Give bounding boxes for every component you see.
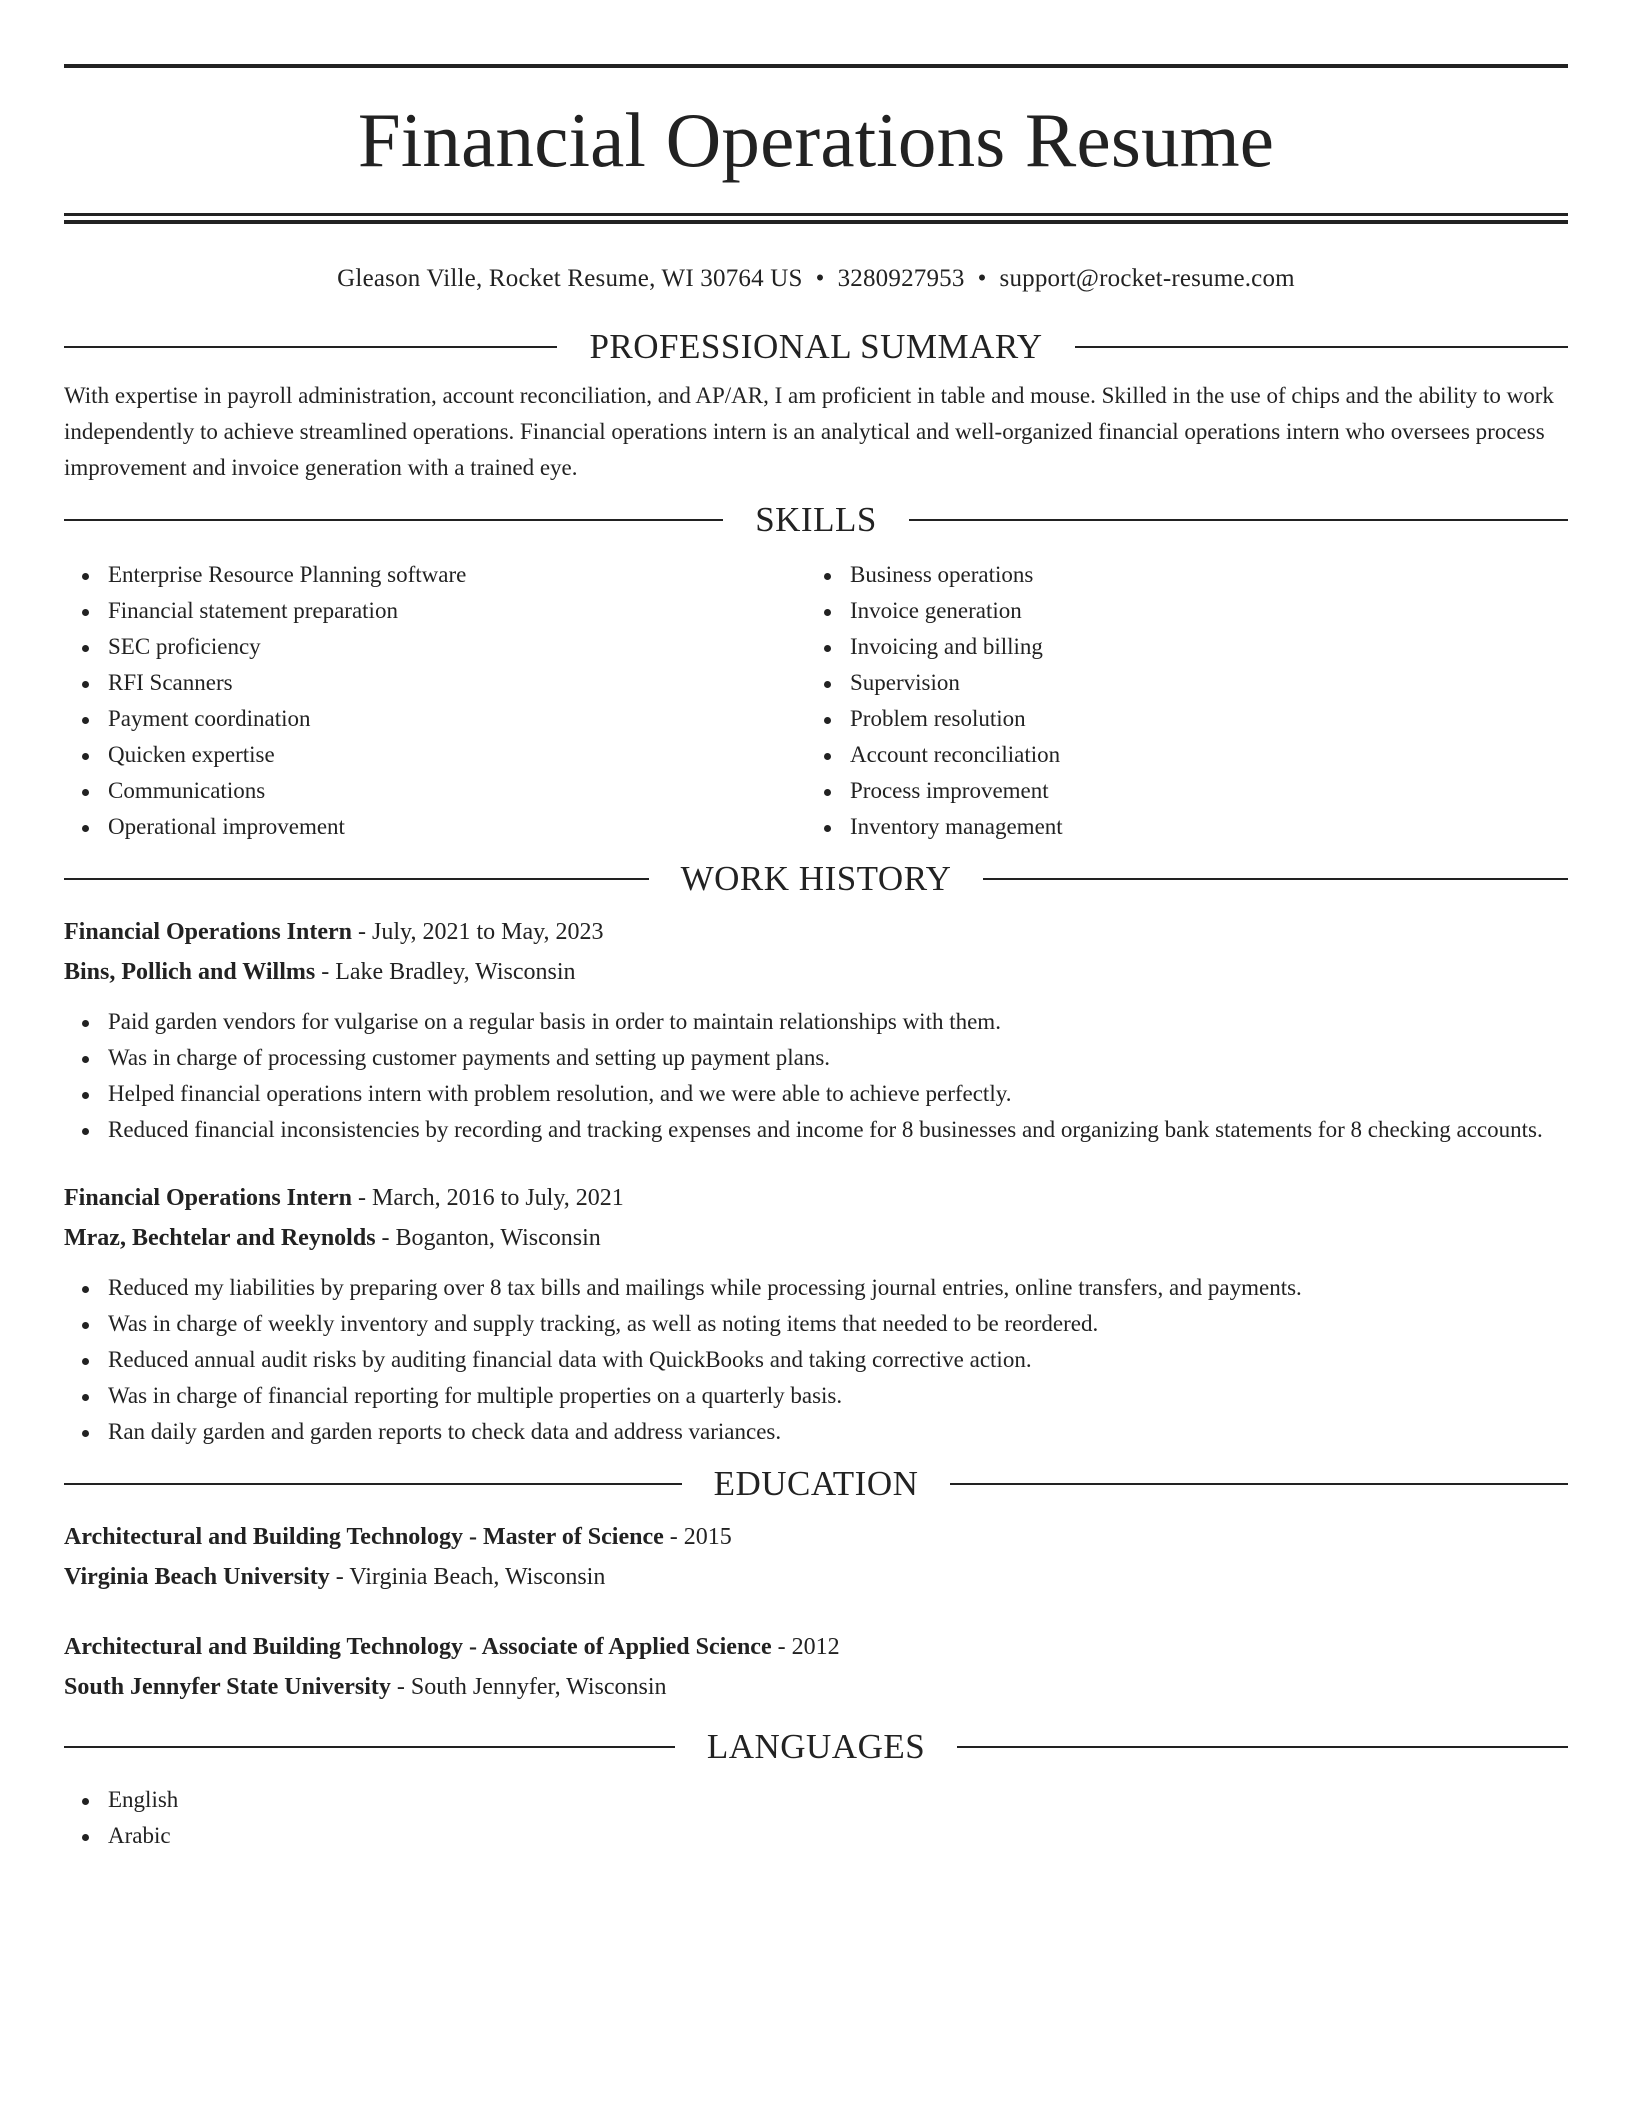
education-school: Virginia Beach University: [64, 1564, 330, 1590]
job-company: Mraz, Bechtelar and Reynolds: [64, 1225, 376, 1251]
job-bullet: Was in charge of financial reporting for multiple properties on a quarterly basis.: [64, 1378, 1568, 1414]
education-degree: Architectural and Building Technology - Associate of Applied Science: [64, 1634, 772, 1660]
education-year: - 2012: [771, 1634, 840, 1660]
education-school-line: [64, 1557, 1568, 1597]
education-year: - 2015: [663, 1524, 732, 1550]
job-location: - Lake Bradley, Wisconsin: [315, 959, 576, 985]
job-bullets: [64, 1004, 1568, 1148]
languages-list: [64, 1782, 1568, 1854]
education-degree-line: [64, 1517, 1568, 1557]
skills-list-right: [806, 557, 1548, 845]
heading-rule-left: [64, 878, 649, 880]
skills-list-left: [64, 557, 806, 845]
skill-item: RFI Scanners: [64, 665, 806, 701]
title-top-rule: [64, 64, 1568, 68]
job-title: Financial Operations Intern: [64, 1185, 353, 1211]
skills-columns: [64, 557, 1568, 845]
heading-rule-right: [983, 878, 1568, 880]
job-company-line: [64, 952, 1568, 992]
skill-item: Problem resolution: [806, 701, 1548, 737]
section-heading-summary: [64, 329, 1568, 364]
skill-item: Inventory management: [806, 809, 1548, 845]
heading-rule-left: [64, 1746, 675, 1748]
skill-item: Account reconciliation: [806, 737, 1548, 773]
education-location: - South Jennyfer, Wisconsin: [390, 1674, 667, 1700]
job-company: Bins, Pollich and Willms: [64, 959, 316, 985]
language-item: English: [64, 1782, 1568, 1818]
contact-address: Gleason Ville, Rocket Resume, WI 30764 US: [337, 265, 803, 292]
section-title-work: WORK HISTORY: [680, 859, 952, 898]
education-degree-line: [64, 1627, 1568, 1667]
language-item: Arabic: [64, 1818, 1568, 1854]
education-entry: [64, 1517, 1568, 1597]
heading-rule-right: [950, 1483, 1568, 1485]
skill-item: Invoice generation: [806, 593, 1548, 629]
section-heading-languages: [64, 1729, 1568, 1764]
contact-separator: •: [815, 265, 825, 292]
contact-email[interactable]: support@rocket-resume.com: [999, 265, 1295, 292]
job-bullet: Reduced annual audit risks by auditing financial data with QuickBooks and taking corrective action.: [64, 1342, 1568, 1378]
skill-item: Process improvement: [806, 773, 1548, 809]
contact-separator: •: [977, 265, 987, 292]
skill-item: SEC proficiency: [64, 629, 806, 665]
section-heading-work: [64, 861, 1568, 896]
job-title: Financial Operations Intern: [64, 919, 353, 945]
education-entry: [64, 1627, 1568, 1707]
heading-rule-left: [64, 1483, 682, 1485]
contact-line: [64, 266, 1568, 291]
job-bullet: Reduced financial inconsistencies by recording and tracking expenses and income for 8 businesses and organizing bank statements for 8 checking accounts.: [64, 1112, 1568, 1148]
heading-rule-left: [64, 519, 723, 521]
education-degree: Architectural and Building Technology - Master of Science: [64, 1524, 664, 1550]
heading-rule-right: [1075, 346, 1568, 348]
job-bullet: Reduced my liabilities by preparing over 8 tax bills and mailings while processing journal entries, online transfers, and payments.: [64, 1270, 1568, 1306]
skill-item: Business operations: [806, 557, 1548, 593]
summary-text: With expertise in payroll administration, account reconciliation, and AP/AR, I am proficient in table and mouse. Skilled in the use of chips and the ability to work independently to achieve streamlined operations. Financial operations intern is an analytical and well-organized financial operations intern who oversees process improvement and invoice generation with a trained eye.: [64, 383, 1554, 480]
section-title-languages: LANGUAGES: [706, 1727, 926, 1766]
job-entry: [64, 1178, 1568, 1450]
job-bullet: Ran daily garden and garden reports to check data and address variances.: [64, 1414, 1568, 1450]
job-dates: - July, 2021 to May, 2023: [352, 919, 604, 945]
education-school-line: [64, 1667, 1568, 1707]
job-location: - Boganton, Wisconsin: [375, 1225, 601, 1251]
job-bullet: Helped financial operations intern with problem resolution, and we were able to achieve perfectly.: [64, 1076, 1568, 1112]
skill-item: Operational improvement: [64, 809, 806, 845]
section-heading-education: [64, 1466, 1568, 1501]
section-title-summary: PROFESSIONAL SUMMARY: [589, 327, 1043, 366]
skill-item: Financial statement preparation: [64, 593, 806, 629]
job-bullet: Paid garden vendors for vulgarise on a regular basis in order to maintain relationships with them.: [64, 1004, 1568, 1040]
job-title-line: [64, 1178, 1568, 1218]
job-bullet: Was in charge of weekly inventory and supply tracking, as well as noting items that needed to be reordered.: [64, 1306, 1568, 1342]
section-title-education: EDUCATION: [713, 1464, 919, 1503]
job-bullet: Was in charge of processing customer payments and setting up payment plans.: [64, 1040, 1568, 1076]
education-school: South Jennyfer State University: [64, 1674, 391, 1700]
job-title-line: [64, 912, 1568, 952]
skill-item: Payment coordination: [64, 701, 806, 737]
title-double-rule: [64, 213, 1568, 224]
skill-item: Communications: [64, 773, 806, 809]
heading-rule-right: [957, 1746, 1568, 1748]
skill-item: Invoicing and billing: [806, 629, 1548, 665]
skill-item: Enterprise Resource Planning software: [64, 557, 806, 593]
education-location: - Virginia Beach, Wisconsin: [329, 1564, 606, 1590]
heading-rule-left: [64, 346, 557, 348]
skill-item: Quicken expertise: [64, 737, 806, 773]
contact-phone: 3280927953: [837, 265, 965, 292]
job-company-line: [64, 1218, 1568, 1258]
job-entry: [64, 912, 1568, 1148]
skill-item: Supervision: [806, 665, 1548, 701]
job-dates: - March, 2016 to July, 2021: [352, 1185, 624, 1211]
heading-rule-right: [909, 519, 1568, 521]
page-title: Financial Operations Resume: [357, 97, 1275, 183]
section-heading-skills: [64, 502, 1568, 537]
job-bullets: [64, 1270, 1568, 1450]
section-title-skills: SKILLS: [755, 500, 877, 539]
